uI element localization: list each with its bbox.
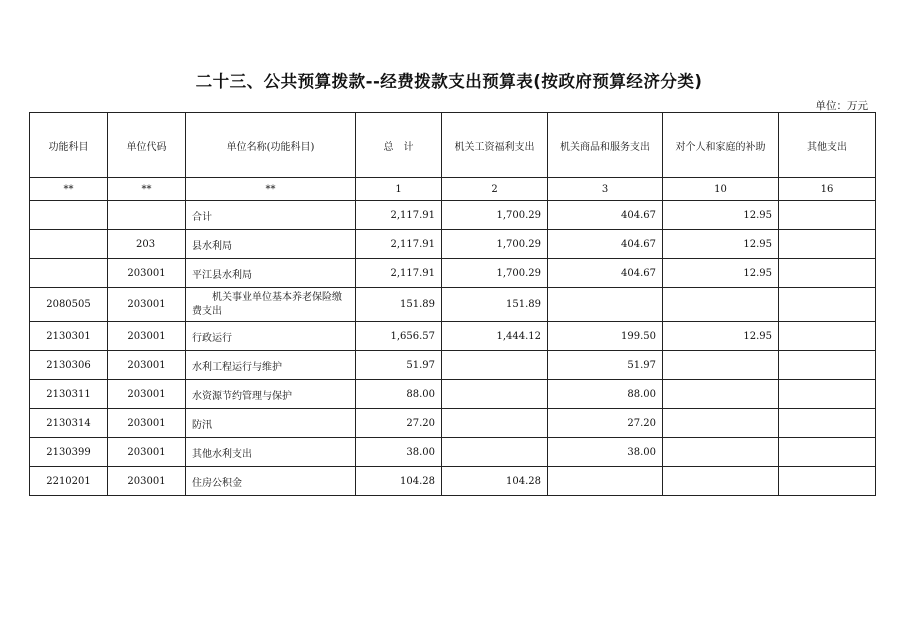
subsidy-cell <box>663 438 779 467</box>
total-cell: 51.97 <box>356 351 442 380</box>
goods-cell: 404.67 <box>548 201 663 230</box>
salary-cell: 1,700.29 <box>442 201 548 230</box>
unit-name-cell: 行政运行 <box>186 322 356 351</box>
total-cell: 2,117.91 <box>356 230 442 259</box>
unit-name-cell: 水利工程运行与维护 <box>186 351 356 380</box>
unit-code-cell: 203001 <box>108 259 186 288</box>
goods-cell: 199.50 <box>548 322 663 351</box>
function-code-cell <box>30 259 108 288</box>
column-header-other: 其他支出 <box>779 113 876 178</box>
function-code-cell: 2130399 <box>30 438 108 467</box>
column-code: 3 <box>548 178 663 201</box>
table-row <box>30 259 876 288</box>
unit-code-cell: 203001 <box>108 380 186 409</box>
page-title: 二十三、公共预算拨款--经费拨款支出预算表(按政府预算经济分类) <box>195 72 703 91</box>
goods-cell: 51.97 <box>548 351 663 380</box>
subsidy-cell: 12.95 <box>663 230 779 259</box>
subsidy-cell <box>663 351 779 380</box>
table-row <box>30 380 876 409</box>
goods-cell: 88.00 <box>548 380 663 409</box>
unit-code-cell: 203 <box>108 230 186 259</box>
column-header-goods-services: 机关商品和服务支出 <box>548 113 663 178</box>
function-code-cell: 2080505 <box>30 288 108 322</box>
column-code: 16 <box>779 178 876 201</box>
column-code: ** <box>186 178 356 201</box>
total-cell: 88.00 <box>356 380 442 409</box>
goods-cell <box>548 288 663 322</box>
goods-cell: 404.67 <box>548 259 663 288</box>
column-header-salary-welfare: 机关工资福利支出 <box>442 113 548 178</box>
function-code-cell: 2130306 <box>30 351 108 380</box>
subsidy-cell <box>663 380 779 409</box>
other-cell <box>779 288 876 322</box>
unit-code-cell: 203001 <box>108 409 186 438</box>
total-cell: 27.20 <box>356 409 442 438</box>
table-row <box>30 438 876 467</box>
other-cell <box>779 380 876 409</box>
unit-code-cell: 203001 <box>108 322 186 351</box>
column-code: 1 <box>356 178 442 201</box>
salary-cell <box>442 351 548 380</box>
budget-table <box>29 112 876 496</box>
column-header-function-subject: 功能科目 <box>30 113 108 178</box>
subsidy-cell <box>663 467 779 496</box>
goods-cell: 27.20 <box>548 409 663 438</box>
total-cell: 1,656.57 <box>356 322 442 351</box>
unit-code-cell <box>108 201 186 230</box>
subsidy-cell <box>663 288 779 322</box>
column-header-total: 总 计 <box>356 113 442 178</box>
column-code: ** <box>30 178 108 201</box>
salary-cell <box>442 438 548 467</box>
table-row <box>30 409 876 438</box>
table-row <box>30 288 876 322</box>
subsidy-cell <box>663 409 779 438</box>
column-code: ** <box>108 178 186 201</box>
unit-name-cell: 水资源节约管理与保护 <box>186 380 356 409</box>
subsidy-cell: 12.95 <box>663 201 779 230</box>
table-row <box>30 351 876 380</box>
salary-cell: 1,700.29 <box>442 259 548 288</box>
unit-name-cell: 住房公积金 <box>186 467 356 496</box>
other-cell <box>779 322 876 351</box>
function-code-cell: 2130314 <box>30 409 108 438</box>
salary-cell: 1,444.12 <box>442 322 548 351</box>
header-row <box>30 113 876 178</box>
function-code-cell <box>30 201 108 230</box>
total-cell: 2,117.91 <box>356 201 442 230</box>
column-header-household-subsidy: 对个人和家庭的补助 <box>663 113 779 178</box>
unit-name-cell: 县水利局 <box>186 230 356 259</box>
unit-code-cell: 203001 <box>108 467 186 496</box>
unit-code-cell: 203001 <box>108 288 186 322</box>
goods-cell: 38.00 <box>548 438 663 467</box>
table-row <box>30 201 876 230</box>
total-cell: 2,117.91 <box>356 259 442 288</box>
goods-cell: 404.67 <box>548 230 663 259</box>
total-cell: 38.00 <box>356 438 442 467</box>
unit-name-cell: 机关事业单位基本养老保险缴费支出 <box>186 288 356 322</box>
goods-cell <box>548 467 663 496</box>
column-code-row <box>30 178 876 201</box>
unit-code-cell: 203001 <box>108 438 186 467</box>
column-code: 2 <box>442 178 548 201</box>
subsidy-cell: 12.95 <box>663 259 779 288</box>
function-code-cell: 2130311 <box>30 380 108 409</box>
other-cell <box>779 201 876 230</box>
salary-cell: 1,700.29 <box>442 230 548 259</box>
other-cell <box>779 351 876 380</box>
other-cell <box>779 438 876 467</box>
salary-cell <box>442 409 548 438</box>
subsidy-cell: 12.95 <box>663 322 779 351</box>
table-row <box>30 467 876 496</box>
salary-cell <box>442 380 548 409</box>
table-row <box>30 322 876 351</box>
unit-name-cell: 其他水利支出 <box>186 438 356 467</box>
column-header-unit-name: 单位名称(功能科目) <box>186 113 356 178</box>
function-code-cell: 2130301 <box>30 322 108 351</box>
salary-cell: 104.28 <box>442 467 548 496</box>
salary-cell: 151.89 <box>442 288 548 322</box>
table-row <box>30 230 876 259</box>
unit-label: 单位：万元 <box>815 100 868 112</box>
total-cell: 104.28 <box>356 467 442 496</box>
other-cell <box>779 409 876 438</box>
column-header-unit-code: 单位代码 <box>108 113 186 178</box>
unit-code-cell: 203001 <box>108 351 186 380</box>
other-cell <box>779 467 876 496</box>
column-code: 10 <box>663 178 779 201</box>
other-cell <box>779 259 876 288</box>
function-code-cell <box>30 230 108 259</box>
unit-name-cell: 合计 <box>186 201 356 230</box>
unit-name-cell: 平江县水利局 <box>186 259 356 288</box>
total-cell: 151.89 <box>356 288 442 322</box>
other-cell <box>779 230 876 259</box>
function-code-cell: 2210201 <box>30 467 108 496</box>
unit-name-cell: 防汛 <box>186 409 356 438</box>
